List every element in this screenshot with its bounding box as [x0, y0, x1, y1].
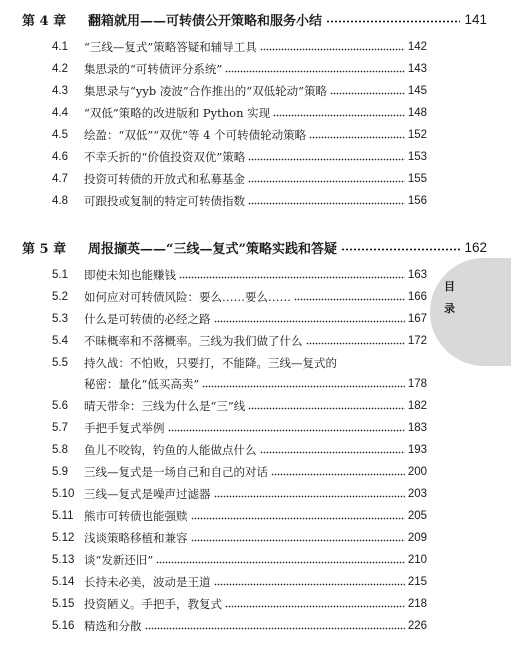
toc-entry[interactable] — [52, 528, 427, 547]
entry-page: 152 — [407, 128, 427, 141]
entry-number: 4.5 — [52, 128, 68, 141]
dot-leader — [191, 517, 405, 520]
entry-title: 投资陋义。手把手，教复式 — [84, 596, 222, 611]
entry-title: 手把手复式举例 — [84, 420, 165, 435]
entry-number: 5.15 — [52, 597, 75, 610]
toc-entry[interactable] — [52, 287, 427, 306]
entry-page: 148 — [407, 106, 427, 119]
toc-entry[interactable] — [52, 462, 427, 481]
chapter-title: 翻箱就用——可转债公开策略和服务小结 — [88, 13, 323, 29]
toc-entry[interactable] — [52, 37, 427, 56]
entry-title: 长持未必美，波动是王道 — [84, 574, 211, 589]
side-tab-char: 录 — [444, 302, 455, 315]
entry-number: 5.16 — [52, 619, 75, 632]
dot-leader — [248, 158, 405, 161]
entry-title: 晴天带伞：三线为什么是“三”线 — [84, 398, 246, 413]
entry-page: 226 — [407, 619, 427, 632]
toc-entry[interactable] — [52, 169, 427, 188]
dot-leader — [326, 20, 460, 23]
toc-entry[interactable] — [52, 484, 427, 503]
dot-leader — [225, 70, 405, 73]
chapter-title: 周报撷英——“三线—复式”策略实践和答疑 — [88, 241, 337, 257]
toc-entry[interactable] — [52, 191, 427, 210]
toc-entry[interactable] — [52, 616, 427, 635]
chapter-number: 第 5 章 — [22, 241, 67, 257]
entry-page: 215 — [407, 575, 427, 588]
dot-leader — [260, 451, 405, 454]
entry-page: 203 — [407, 487, 427, 500]
dot-leader — [271, 473, 405, 476]
toc-entry[interactable] — [52, 81, 427, 100]
side-tab-label — [444, 276, 458, 320]
toc-entry[interactable] — [52, 594, 427, 613]
entry-number: 4.6 — [52, 150, 68, 163]
toc-entry[interactable] — [52, 396, 427, 415]
entry-number: 5.11 — [52, 509, 74, 522]
entry-title: 三线—复式是噪声过滤器 — [84, 486, 211, 501]
entry-number: 4.2 — [52, 62, 68, 75]
entry-title: “三线—复式”策略答疑和辅导工具 — [84, 39, 257, 54]
dot-leader — [294, 298, 405, 301]
entry-number: 4.3 — [52, 84, 68, 97]
dot-leader — [306, 342, 405, 345]
entry-page: 167 — [407, 312, 427, 325]
entry-number: 4.7 — [52, 172, 68, 185]
entry-number: 5.2 — [52, 290, 68, 303]
entry-number: 5.9 — [52, 465, 68, 478]
chapter-page: 141 — [464, 11, 487, 27]
toc-entry[interactable] — [52, 418, 427, 437]
dot-leader — [248, 407, 405, 410]
entry-title: 谈“发新还旧” — [84, 552, 154, 567]
toc-entry[interactable] — [52, 125, 427, 144]
entry-number: 4.8 — [52, 194, 68, 207]
contents-side-tab — [430, 258, 511, 366]
entry-title: 持久战：不怕败，只要打，不能降。三线—复式的 — [84, 355, 337, 370]
entry-title: 集思录与“yyb 凌波”合作推出的“双低轮动”策略 — [84, 83, 328, 98]
entry-title: 投资可转债的开放式和私募基金 — [84, 171, 245, 186]
entry-number: 5.1 — [52, 268, 68, 281]
toc-entry-continuation[interactable] — [52, 374, 427, 393]
entry-page: 193 — [407, 443, 427, 456]
dot-leader — [248, 180, 405, 183]
entry-number: 4.1 — [52, 40, 68, 53]
dot-leader — [273, 114, 405, 117]
dot-leader — [179, 276, 405, 279]
entry-number: 5.5 — [52, 356, 68, 369]
dot-leader — [309, 136, 405, 139]
toc-entry[interactable] — [52, 572, 427, 591]
entry-page: 178 — [407, 377, 427, 390]
entry-number: 4.4 — [52, 106, 68, 119]
entry-page: 155 — [407, 172, 427, 185]
entry-page: 163 — [407, 268, 427, 281]
dot-leader — [214, 320, 405, 323]
entry-number: 5.4 — [52, 334, 68, 347]
entry-number: 5.3 — [52, 312, 68, 325]
entry-title: 熊市可转债也能强赎 — [84, 508, 188, 523]
dot-leader — [202, 385, 405, 388]
entry-number: 5.8 — [52, 443, 68, 456]
entry-page: 156 — [407, 194, 427, 207]
entry-title: “双低”策略的改进版和 Python 实现 — [84, 105, 271, 120]
dot-leader — [248, 202, 405, 205]
entry-page: 166 — [407, 290, 427, 303]
side-tab-char: 目 — [444, 280, 455, 293]
entry-title: 绘盈：“双低”“双优”等 4 个可转债轮动策略 — [84, 127, 307, 142]
entry-title: 精选和分散 — [84, 618, 142, 633]
toc-entry[interactable] — [52, 59, 427, 78]
entry-page: 145 — [407, 84, 427, 97]
entry-page: 143 — [407, 62, 427, 75]
dot-leader — [156, 561, 405, 564]
entry-page: 182 — [407, 399, 427, 412]
entry-page: 153 — [407, 150, 427, 163]
entry-title: 可跟投或复制的特定可转债指数 — [84, 193, 245, 208]
toc-entry[interactable] — [52, 353, 427, 372]
entry-title-continuation: 秘密：量化“低买高卖” — [84, 376, 200, 391]
entry-title: 不幸夭折的“价值投资双优”策略 — [84, 149, 246, 164]
entry-title: 三线—复式是一场自己和自己的对话 — [84, 464, 268, 479]
dot-leader — [168, 429, 405, 432]
toc-entry[interactable] — [52, 309, 427, 328]
entry-title: 如何应对可转债风险：要么……要么…… — [84, 289, 291, 304]
chapter-number: 第 4 章 — [22, 13, 67, 29]
toc-entry[interactable] — [52, 506, 427, 525]
entry-page: 210 — [407, 553, 427, 566]
entry-page: 183 — [407, 421, 427, 434]
entry-title: 浅谈策略移植和兼容 — [84, 530, 188, 545]
entry-number: 5.14 — [52, 575, 75, 588]
entry-title: 不昧概率和不落概率。三线为我们做了什么 — [84, 333, 303, 348]
toc-entry[interactable] — [52, 440, 427, 459]
dot-leader — [214, 583, 405, 586]
toc-entry[interactable] — [52, 103, 427, 122]
entry-title: 即使未知也能赚钱 — [84, 267, 176, 282]
entry-number: 5.12 — [52, 531, 75, 544]
entry-number: 5.7 — [52, 421, 68, 434]
entry-page: 172 — [407, 334, 427, 347]
toc-entry[interactable] — [52, 265, 427, 284]
entry-number: 5.6 — [52, 399, 68, 412]
entry-page: 205 — [407, 509, 427, 522]
entry-title: 什么是可转债的必经之路 — [84, 311, 211, 326]
entry-page: 200 — [407, 465, 427, 478]
chapter-heading[interactable] — [22, 236, 487, 258]
dot-leader — [191, 539, 405, 542]
dot-leader — [330, 92, 405, 95]
chapter-page: 162 — [464, 239, 487, 255]
toc-entry[interactable] — [52, 550, 427, 569]
chapter-heading[interactable] — [22, 8, 487, 30]
entry-number: 5.10 — [52, 487, 75, 500]
dot-leader — [225, 605, 405, 608]
toc-entry[interactable] — [52, 147, 427, 166]
dot-leader — [260, 48, 405, 51]
entry-page: 209 — [407, 531, 427, 544]
entry-title: 集思录的“可转债评分系统” — [84, 61, 223, 76]
dot-leader — [145, 627, 405, 630]
dot-leader — [214, 495, 405, 498]
dot-leader — [341, 248, 461, 251]
entry-number: 5.13 — [52, 553, 75, 566]
entry-title: 鱼儿不咬钩，钓鱼的人能做点什么 — [84, 442, 257, 457]
entry-page: 218 — [407, 597, 427, 610]
entry-page: 142 — [407, 40, 427, 53]
toc-entry[interactable] — [52, 331, 427, 350]
